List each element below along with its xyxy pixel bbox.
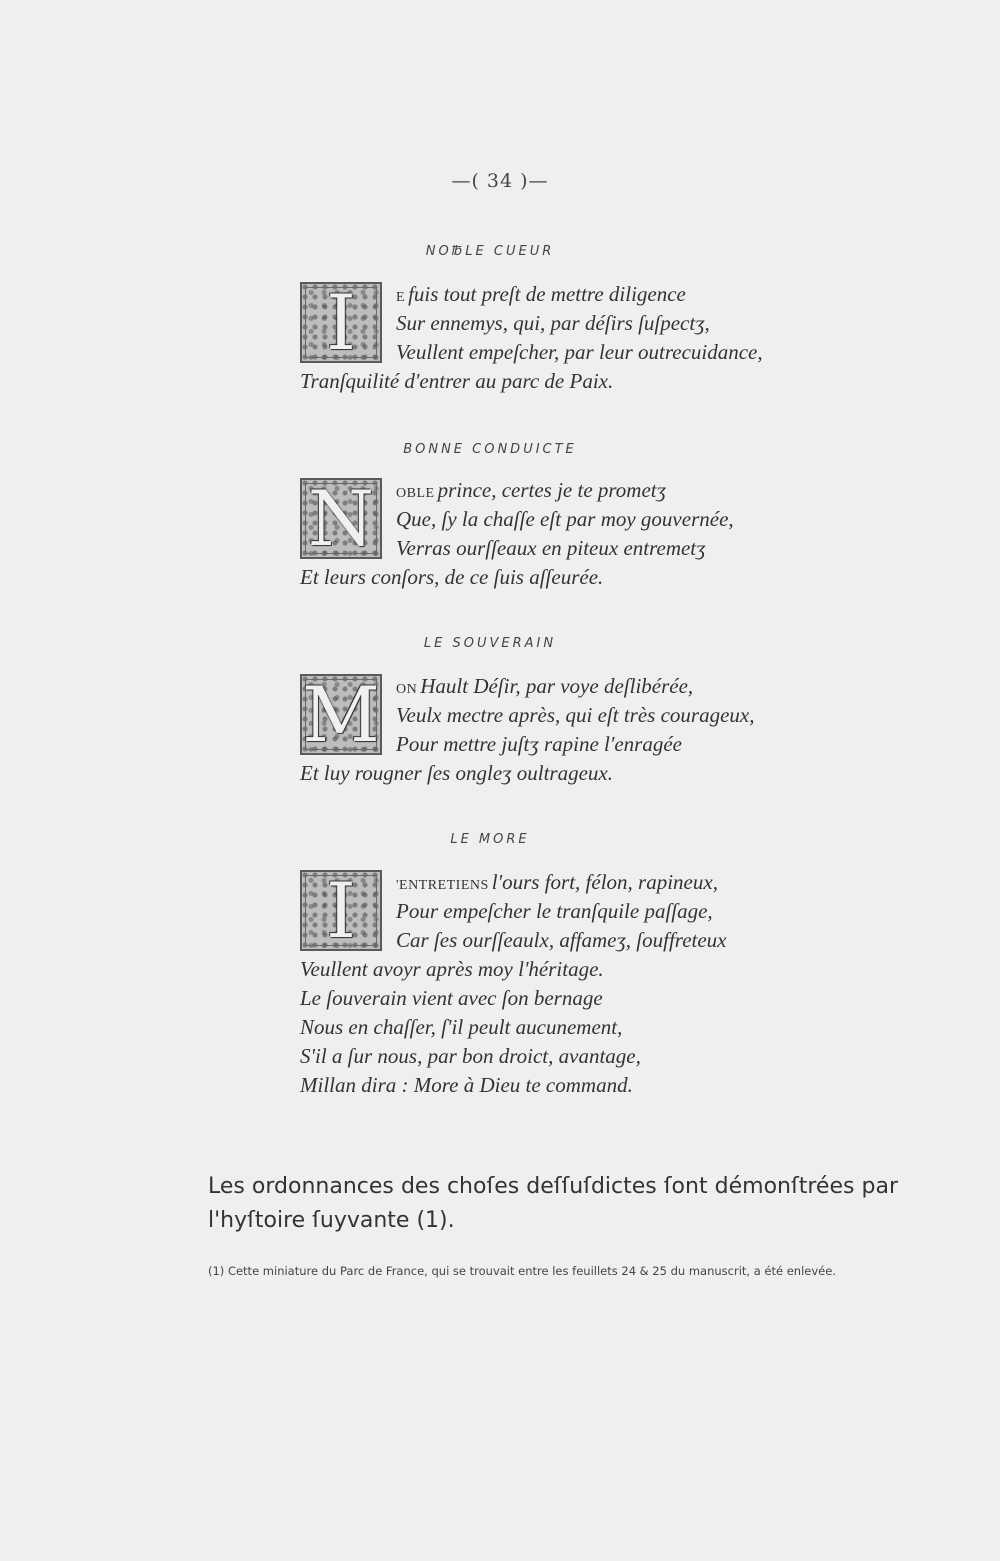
verse-line: Pour empeſcher le tranſquile paſſage, (396, 899, 713, 923)
verse-line (300, 280, 920, 309)
verse-text: prince, certes je te prometʒ (437, 478, 666, 502)
verse-line (300, 868, 920, 897)
prose-paragraph: Les ordonnances des choſes deſſuſdictes ſont démonſtrées par l'hyſtoire ſuyvante (1). (208, 1174, 898, 1233)
speaker-heading: LE SOUVERAIN (423, 636, 557, 651)
stanza (300, 473, 920, 592)
verse-text: l'ours fort, félon, rapineux, (491, 870, 718, 894)
verse-line (300, 672, 920, 701)
verse-line: Verras ourſſeaux en piteux entremetʒ (396, 536, 706, 560)
verse-line: Tranſquilité d'entrer au parc de Paix. (300, 369, 614, 393)
initial-letter: I (325, 277, 357, 367)
verse-text: Hault Déſir, par voye deſlibérée, (420, 674, 694, 698)
initial-letter: I (325, 865, 357, 955)
decorated-initial (300, 473, 382, 563)
verse-line: Veullent avoyr après moy l'héritage. (300, 957, 604, 981)
stanza (300, 865, 920, 1100)
speaker-heading: LE MORE (450, 832, 530, 847)
initial-continuation: OBLE (396, 486, 435, 501)
verse-line: Que, ſy la chaſſe eſt par moy gouvernée, (396, 507, 734, 531)
decorated-initial (300, 277, 382, 367)
verse-line: Pour mettre juſtʒ rapine l'enragée (396, 732, 682, 756)
initial-continuation: 'ENTRETIENS (396, 878, 489, 893)
speaker-heading: BONNE CONDUICTE (403, 442, 577, 457)
verse-line: Veullent empeſcher, par leur outrecuidance, (396, 340, 763, 364)
stanza (300, 669, 920, 788)
verse-line (300, 476, 920, 505)
verse-line: Sur ennemys, qui, par déſirs ſuſpectʒ, (396, 311, 710, 335)
verse-line: Veulx mectre après, qui eſt très courageux, (396, 703, 755, 727)
verse-line: Millan dira : More à Dieu te command. (300, 1073, 633, 1097)
initial-letter: N (307, 473, 375, 563)
verse-line: Et leurs conſors, de ce ſuis aſſeurée. (300, 565, 604, 589)
verse-line: S'il a ſur nous, par bon droict, avantage, (300, 1044, 641, 1068)
initial-continuation: ON (396, 682, 418, 697)
speaker-heading: NO℔LE CUEUR (425, 244, 555, 259)
page-number: —( 34 )— (451, 170, 549, 192)
verse-line: Car ſes ourſſeaulx, affameʒ, ſouffreteux (396, 928, 727, 952)
verse-line: Et luy rougner ſes onglеʒ oultrageux. (300, 761, 613, 785)
initial-continuation: E (396, 290, 406, 305)
initial-letter: M (302, 669, 380, 759)
verse-text: fuis tout preſt de mettre diligence (408, 282, 686, 306)
decorated-initial (300, 865, 382, 955)
verse-line: Le ſouverain vient avec ſon bernage (300, 986, 603, 1010)
stanza (300, 277, 920, 396)
footnote: (1) Cette miniature du Parc de France, qui se trouvait entre les feuillets 24 & 25 du manuscrit, a été enlevée. (208, 1264, 836, 1278)
verse-line: Nous en chaſſer, ſ'il peult aucunement, (300, 1015, 623, 1039)
decorated-initial (300, 669, 382, 759)
